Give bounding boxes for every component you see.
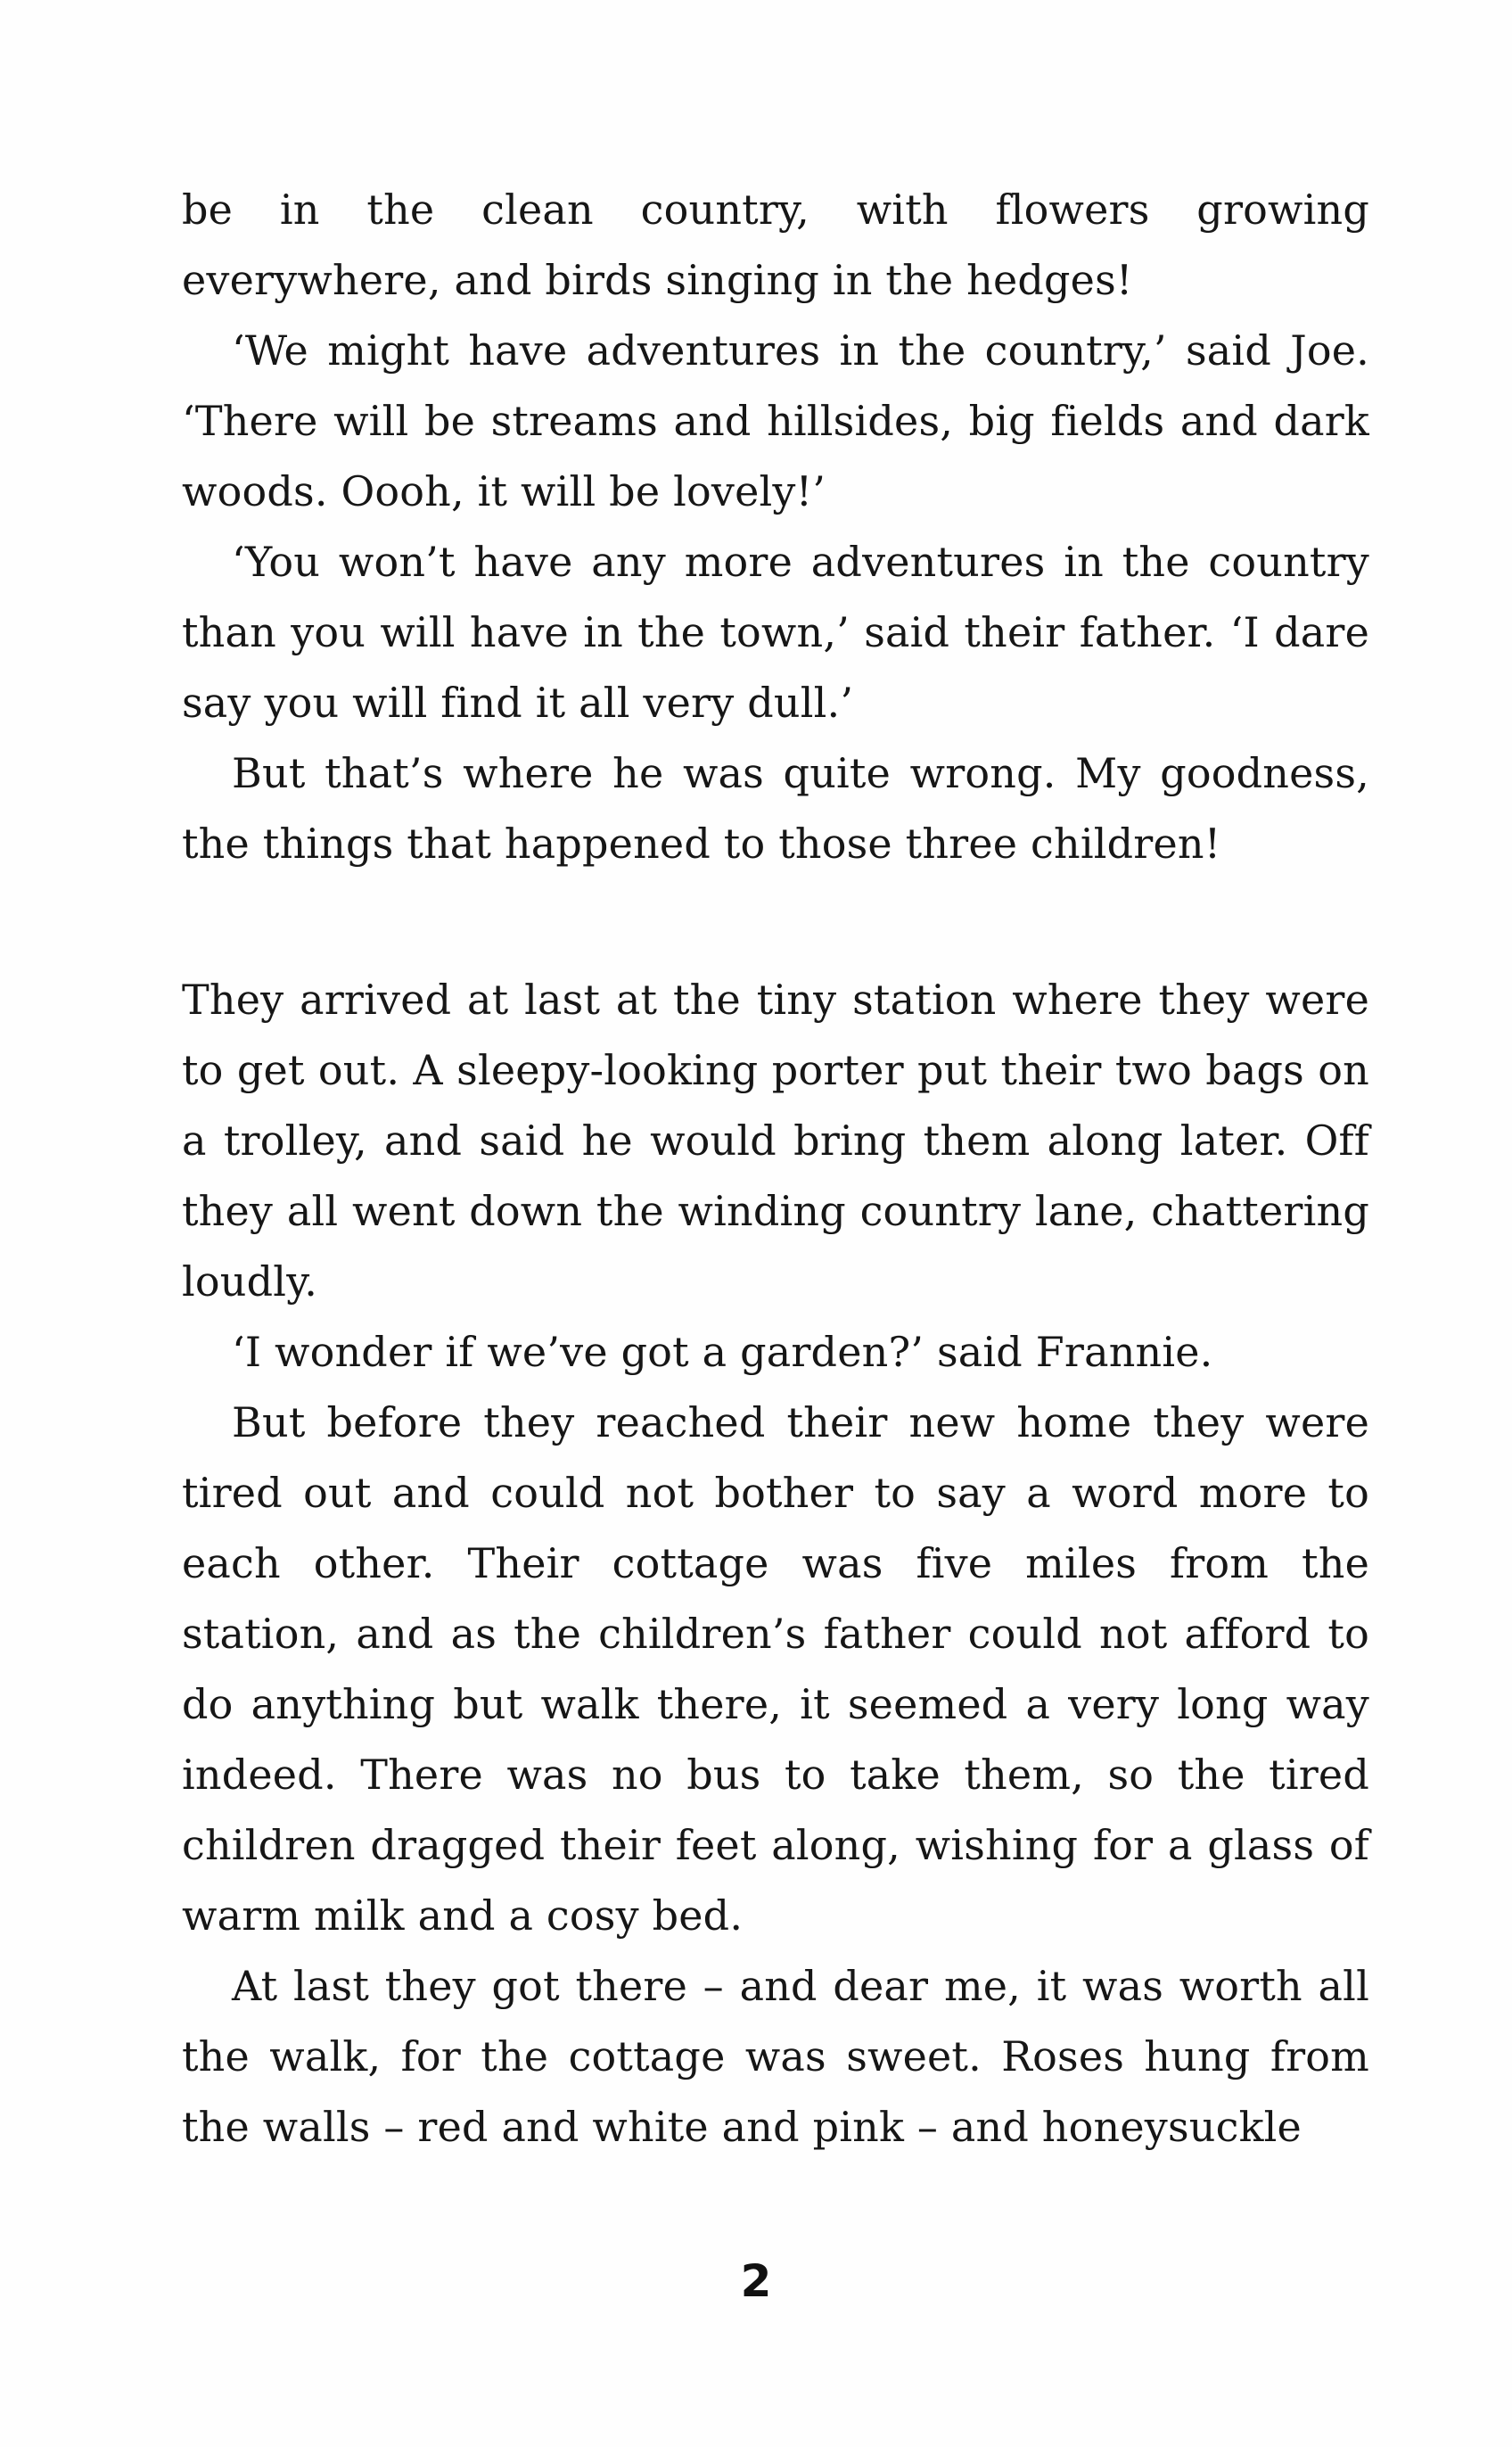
text-section-two <box>182 965 1369 2163</box>
paragraph-arrival-station: They arrived at last at the tiny station where they were to get out. A sleepy-looking porter put their two bags on a trolley, and said he would bring them along later. Off they all went down the winding country lane, chattering loudly. <box>182 976 1369 1306</box>
text-section-one <box>182 175 1369 879</box>
paragraph-frannie-garden: ‘I wonder if we’ve got a garden?’ said Frannie. <box>232 1328 1213 1376</box>
paragraph-continuation: be in the clean country, with flowers growing everywhere, and birds singing in the hedges! <box>182 185 1369 304</box>
paragraph-joe-adventures: ‘We might have adventures in the country,’ said Joe. ‘There will be streams and hillsides, big fields and dark woods. Oooh, it will be lovely!’ <box>182 326 1369 515</box>
page-number: 2 <box>740 2255 772 2307</box>
paragraph-narrator-wrong: But that’s where he was quite wrong. My goodness, the things that happened to those three children! <box>182 749 1369 868</box>
paragraph-long-walk: But before they reached their new home they were tired out and could not bother to say a word more to each other. Their cottage was five miles from the station, and as the children’s father could not afford to do anything but walk there, it seemed a very long way indeed. There was no bus to take them, so the tired children dragged their feet along, wishing for a glass of warm milk and a cosy bed. <box>182 1398 1369 1940</box>
paragraph-cottage-arrival: At last they got there – and dear me, it was worth all the walk, for the cottage was sweet. Roses hung from the walls – red and white and pink – and honeysuckle <box>182 1962 1369 2151</box>
paragraph-father-reply: ‘You won’t have any more adventures in the country than you will have in the town,’ said their father. ‘I dare say you will find it all very dull.’ <box>182 538 1369 727</box>
